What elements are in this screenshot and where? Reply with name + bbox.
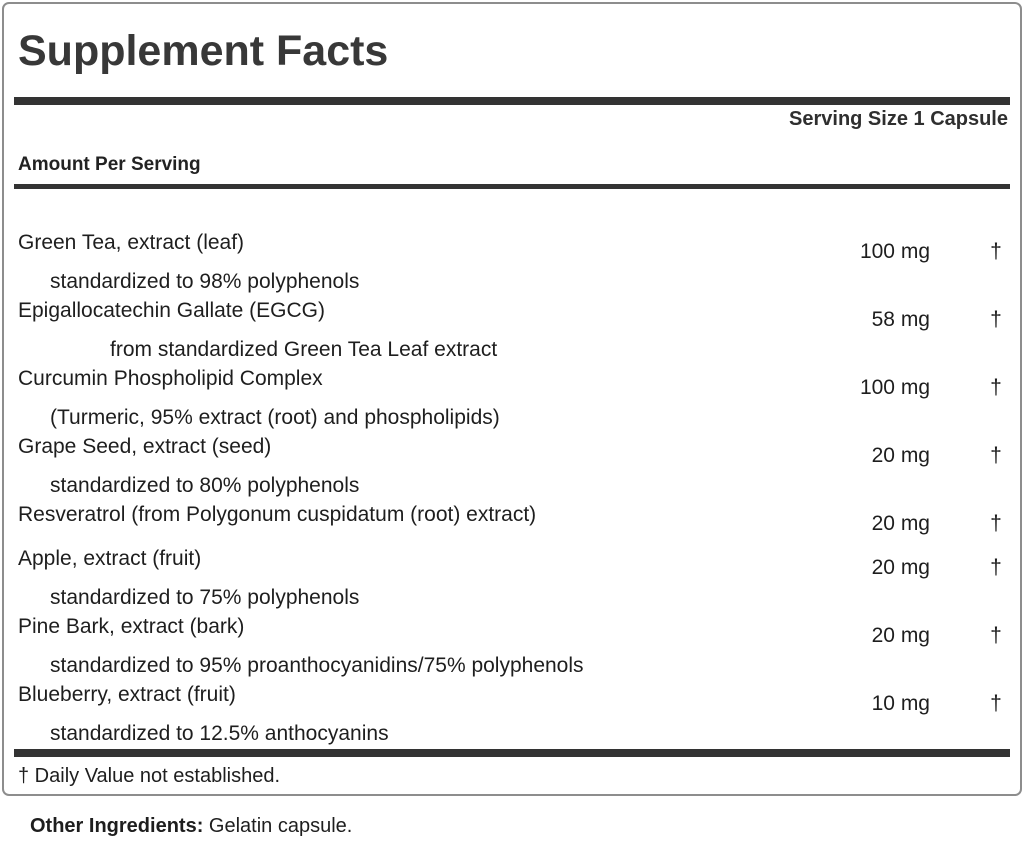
- ingredient-subtext: standardized to 98% polyphenols: [50, 270, 360, 294]
- ingredient-amount: 100 mg: [859, 376, 930, 400]
- serving-size: Serving Size 1 Capsule: [789, 108, 1008, 131]
- panel-title: Supplement Facts: [18, 27, 389, 75]
- ingredient-row: [18, 230, 1008, 264]
- ingredient-subtext: standardized to 12.5% anthocyanins: [50, 722, 389, 746]
- ingredient-row: [18, 366, 1008, 400]
- ingredient-amount: 20 mg: [871, 556, 930, 580]
- ingredient-row: [18, 546, 1008, 580]
- daily-value-footnote: † Daily Value not established.: [18, 765, 281, 788]
- ingredient-amount: 20 mg: [871, 624, 930, 648]
- ingredient-subtext: standardized to 95% proanthocyanidins/75% polyphenols: [50, 654, 584, 678]
- ingredient-name: Pine Bark, extract (bark): [18, 615, 245, 639]
- daily-value-dagger: †: [990, 240, 1002, 264]
- ingredient-amount: 20 mg: [871, 444, 930, 468]
- daily-value-dagger: †: [990, 692, 1002, 716]
- ingredient-amount: 20 mg: [871, 512, 930, 536]
- ingredient-name: Apple, extract (fruit): [18, 547, 202, 571]
- ingredient-name: Resveratrol (from Polygonum cuspidatum (root) extract): [18, 503, 537, 527]
- daily-value-dagger: †: [990, 624, 1002, 648]
- ingredient-name: Grape Seed, extract (seed): [18, 435, 272, 459]
- ingredient-name: Blueberry, extract (fruit): [18, 683, 236, 707]
- ingredient-subtext: (Turmeric, 95% extract (root) and phospholipids): [50, 406, 500, 430]
- ingredient-row: [18, 298, 1008, 332]
- ingredient-amount: 10 mg: [871, 692, 930, 716]
- ingredient-row: [18, 614, 1008, 648]
- amount-per-serving-label: Amount Per Serving: [18, 154, 201, 176]
- daily-value-dagger: †: [990, 308, 1002, 332]
- divider-medium: [14, 184, 1010, 189]
- daily-value-dagger: †: [990, 444, 1002, 468]
- ingredient-row: [18, 434, 1008, 468]
- other-ingredients-label: Other Ingredients:: [30, 815, 204, 837]
- ingredient-subtext: standardized to 75% polyphenols: [50, 586, 360, 610]
- other-ingredients-value: Gelatin capsule.: [208, 815, 353, 837]
- ingredient-subtext: standardized to 80% polyphenols: [50, 474, 360, 498]
- ingredient-amount: 58 mg: [871, 308, 930, 332]
- ingredient-subtext: from standardized Green Tea Leaf extract: [110, 338, 498, 362]
- ingredient-row: [18, 682, 1008, 716]
- daily-value-dagger: †: [990, 376, 1002, 400]
- ingredient-amount: 100 mg: [859, 240, 930, 264]
- ingredient-name: Epigallocatechin Gallate (EGCG): [18, 299, 325, 323]
- other-ingredients: [30, 815, 352, 838]
- ingredient-row: [18, 502, 1008, 536]
- ingredient-list: [16, 230, 1008, 747]
- ingredient-name: Green Tea, extract (leaf): [18, 231, 245, 255]
- daily-value-dagger: †: [990, 556, 1002, 580]
- divider-thick-bottom: [14, 749, 1010, 757]
- supplement-facts-panel: [2, 2, 1022, 796]
- ingredient-name: Curcumin Phospholipid Complex: [18, 367, 323, 391]
- daily-value-dagger: †: [990, 512, 1002, 536]
- divider-thick-top: [14, 97, 1010, 105]
